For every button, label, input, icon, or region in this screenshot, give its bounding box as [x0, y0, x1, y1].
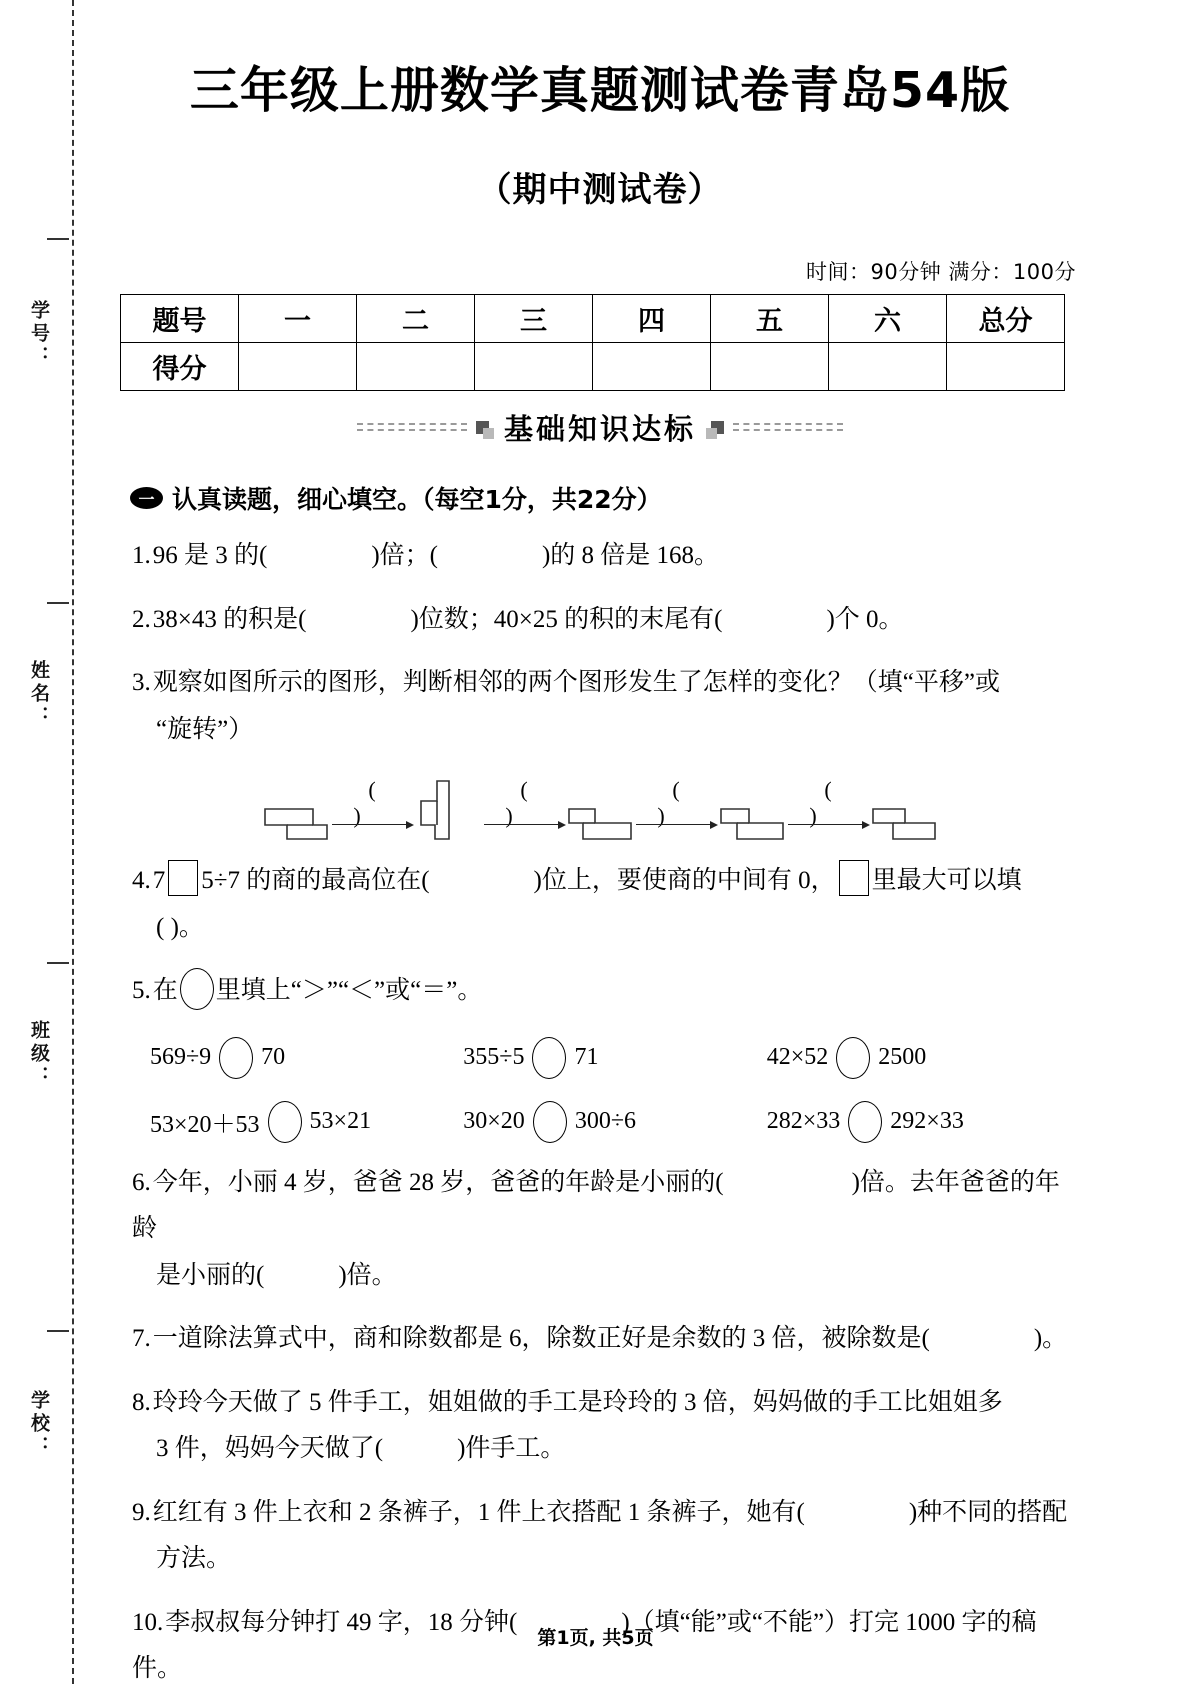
compare-left-1: 569÷9 — [150, 1044, 212, 1070]
score-cell-1[interactable] — [239, 343, 357, 391]
page-footer: 第1页, 共5页 — [537, 1627, 654, 1649]
question-3 — [120, 660, 1080, 753]
figure-arrow-label-2[interactable]: ( ) — [505, 777, 558, 828]
compare-left-3: 42×52 — [766, 1044, 829, 1070]
compare-left-4: 53×20＋53 — [150, 1112, 260, 1138]
q10-index: 10. — [132, 1608, 164, 1636]
q10-part-b: )（填“能”或“不能”）打完 1000 字的稿件。 — [132, 1608, 1037, 1682]
question-6 — [120, 1160, 1080, 1300]
question-5 — [120, 968, 1080, 1015]
banner-square-left-icon — [476, 421, 489, 434]
score-col-total: 总分 — [947, 295, 1065, 343]
compare-left-6: 282×33 — [766, 1108, 841, 1134]
q2-part-a: 38×43 的积是( — [152, 605, 307, 633]
figure-arrow-label-3[interactable]: ( ) — [657, 777, 710, 828]
compare-item-4 — [150, 1101, 463, 1143]
figure-arrow-1 — [329, 779, 415, 841]
margin-tick-4 — [47, 1330, 69, 1332]
section-one-label: 认真读题，细心填空。（每空1分，共22分） — [172, 485, 662, 514]
q4-part-a: 7 — [152, 867, 166, 894]
margin-label-name: 姓名： — [28, 660, 50, 729]
margin-tick-1 — [47, 238, 69, 240]
score-cell-4[interactable] — [593, 343, 711, 391]
q1-part-c: )的 8 倍是 168。 — [541, 542, 720, 569]
score-col-6: 六 — [829, 295, 947, 343]
margin-label-school: 学校： — [28, 1390, 50, 1459]
score-col-2: 二 — [357, 295, 475, 343]
q3-index: 3. — [132, 669, 151, 696]
table-row-scores — [121, 343, 1065, 391]
question-7 — [120, 1316, 1080, 1363]
q4-part-c: )位上，要使商的中间有 0， — [533, 867, 836, 894]
q3-line-2: “旋转”） — [156, 715, 254, 743]
question-9 — [120, 1490, 1080, 1583]
compare-oval-4[interactable] — [268, 1101, 302, 1143]
figure-arrow-2 — [481, 779, 567, 841]
question-3-figure — [120, 767, 1080, 841]
question-8 — [120, 1380, 1080, 1473]
q7-part-b: )。 — [1033, 1325, 1068, 1352]
score-cell-5[interactable] — [711, 343, 829, 391]
question-2 — [120, 597, 1080, 644]
compare-right-6: 292×33 — [890, 1108, 964, 1134]
figure-arrow-label-4[interactable]: ( ) — [809, 777, 862, 828]
question-4 — [120, 858, 1080, 951]
compare-left-2: 355÷5 — [463, 1044, 525, 1070]
compare-item-3 — [767, 1037, 1080, 1079]
score-col-1: 一 — [239, 295, 357, 343]
q4-line-2[interactable]: ( )。 — [156, 913, 204, 941]
compare-item-1 — [150, 1037, 463, 1079]
section-banner — [120, 407, 1080, 448]
exam-info: 时间：90分钟 满分：100分 — [806, 260, 1076, 284]
score-table-row-label-1: 题号 — [121, 295, 239, 343]
seal-dashed-line — [72, 0, 74, 1684]
q10-part-a: 李叔叔每分钟打 49 字，18 分钟( — [165, 1608, 518, 1636]
q6-line1-a: 今年，小丽 4 岁，爸爸 28 岁，爸爸的年龄是小丽的( — [152, 1168, 724, 1196]
q8-line2-a: 3 件，妈妈今天做了( — [156, 1435, 384, 1462]
figure-shape-3 — [567, 779, 633, 841]
score-table — [120, 294, 1065, 391]
q9-line1-b: )种不同的搭配 — [908, 1498, 1068, 1526]
banner-deco-right-icon — [733, 421, 843, 435]
q6-line2-a: 是小丽的( — [156, 1261, 265, 1289]
q4-box-2[interactable] — [839, 860, 869, 896]
score-cell-3[interactable] — [475, 343, 593, 391]
q5-part-b: 里填上“＞”“＜”或“＝”。 — [215, 977, 483, 1004]
compare-item-5 — [463, 1101, 766, 1143]
q4-index: 4. — [132, 867, 151, 894]
q4-part-b: 5÷7 的商的最高位在( — [201, 867, 430, 894]
q9-line1-a: 红红有 3 件上衣和 2 条裤子，1 件上衣搭配 1 条裤子，她有( — [152, 1498, 805, 1526]
compare-right-1: 70 — [261, 1044, 286, 1070]
compare-oval-1[interactable] — [219, 1037, 253, 1079]
page-title: 三年级上册数学真题测试卷青岛54版 — [189, 62, 1011, 119]
q8-line-1: 玲玲今天做了 5 件手工，姐姐做的手工是玲玲的 3 倍，妈妈做的手工比姐姐多 — [152, 1388, 1003, 1416]
figure-shape-1 — [263, 779, 329, 841]
page-subtitle: （期中测试卷） — [477, 170, 723, 210]
q8-index: 8. — [132, 1388, 151, 1416]
q1-part-b: )倍；( — [371, 542, 438, 569]
content-column — [120, 0, 1080, 1684]
score-col-5: 五 — [711, 295, 829, 343]
compare-left-5: 30×20 — [463, 1108, 525, 1134]
q4-part-d: 里最大可以填 — [871, 867, 1022, 894]
compare-oval-3[interactable] — [836, 1037, 870, 1079]
figure-arrow-label-1[interactable]: ( ) — [353, 777, 406, 828]
score-cell-2[interactable] — [357, 343, 475, 391]
q5-index: 5. — [132, 977, 151, 1004]
q2-part-c: )个 0。 — [826, 605, 904, 633]
question-1 — [120, 533, 1080, 580]
q1-part-a: 96 是 3 的( — [152, 542, 268, 569]
compare-oval-2[interactable] — [532, 1037, 566, 1079]
q9-line-2: 方法。 — [156, 1545, 232, 1572]
compare-right-3: 2500 — [878, 1044, 927, 1070]
compare-item-2 — [463, 1037, 766, 1079]
q5-oval-sample[interactable] — [180, 968, 214, 1010]
q9-index: 9. — [132, 1498, 151, 1526]
score-cell-6[interactable] — [829, 343, 947, 391]
q6-line2-b: )倍。 — [338, 1261, 397, 1289]
q2-index: 2. — [132, 605, 151, 633]
score-table-row-label-2: 得分 — [121, 343, 239, 391]
score-col-3: 三 — [475, 295, 593, 343]
q5-part-a: 在 — [152, 977, 178, 1004]
score-col-4: 四 — [593, 295, 711, 343]
figure-shape-2 — [415, 779, 481, 841]
banner-title: 基础知识达标 — [503, 412, 696, 446]
margin-tick-3 — [47, 962, 69, 964]
compare-right-4: 53×21 — [309, 1108, 372, 1134]
question-5-row-1 — [120, 1037, 1080, 1079]
figure-arrow-3 — [633, 779, 719, 841]
q8-line2-b: )件手工。 — [457, 1435, 566, 1462]
banner-deco-left-icon — [357, 421, 467, 435]
compare-oval-5[interactable] — [533, 1101, 567, 1143]
q2-part-b: )位数；40×25 的积的末尾有( — [410, 605, 723, 633]
figure-shape-5 — [871, 779, 937, 841]
compare-item-6 — [767, 1101, 1080, 1143]
banner-square-right-icon — [711, 421, 724, 434]
section-number-badge: 一 — [130, 487, 163, 509]
margin-tick-2 — [47, 602, 69, 604]
compare-right-2: 71 — [574, 1044, 599, 1070]
margin-label-student-id: 学号： — [28, 300, 50, 369]
q4-box-1[interactable] — [168, 860, 198, 896]
q7-index: 7. — [132, 1325, 151, 1352]
figure-shape-4 — [719, 779, 785, 841]
q3-line-1: 观察如图所示的图形，判断相邻的两个图形发生了怎样的变化？（填“平移”或 — [152, 669, 1000, 696]
compare-right-5: 300÷6 — [574, 1108, 636, 1134]
table-row-header — [121, 295, 1065, 343]
score-cell-total[interactable] — [947, 343, 1065, 391]
q6-line1-b: )倍。去年爸爸的年龄 — [132, 1168, 1060, 1242]
margin-label-class: 班级： — [28, 1020, 50, 1089]
figure-arrow-4 — [785, 779, 871, 841]
question-5-row-2 — [120, 1101, 1080, 1143]
q1-index: 1. — [132, 542, 151, 569]
q6-index: 6. — [132, 1168, 151, 1196]
section-one-heading — [120, 480, 1080, 516]
q7-part-a: 一道除法算式中，商和除数都是 6，除数正好是余数的 3 倍，被除数是( — [152, 1325, 930, 1352]
compare-oval-6[interactable] — [848, 1101, 882, 1143]
